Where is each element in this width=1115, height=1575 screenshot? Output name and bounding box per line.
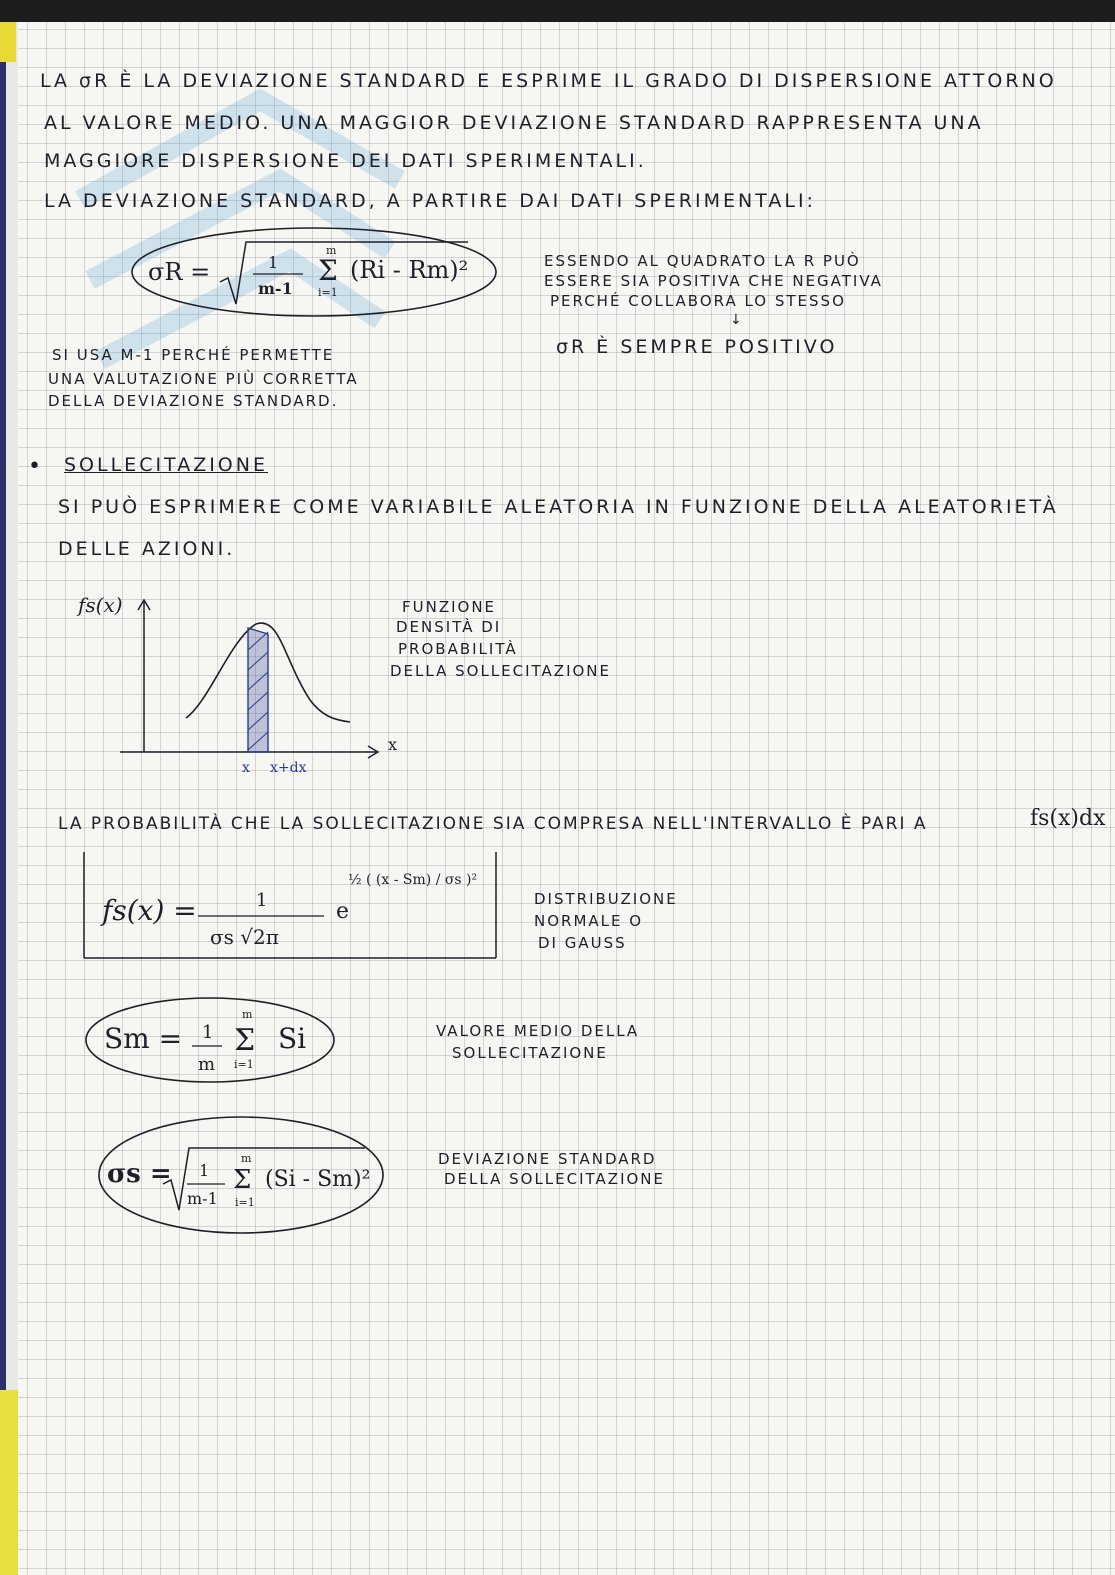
- sigma-s-den: m-1: [187, 1189, 218, 1208]
- note-line-2: AL VALORE MEDIO. UNA MAGGIOR DEVIAZIONE STANDARD RAPPRESENTA UNA: [44, 112, 984, 134]
- svg-text:Σ: Σ: [234, 1023, 256, 1058]
- graph-caption-2: DENSITÀ DI: [396, 618, 502, 636]
- gauss-num: 1: [256, 890, 268, 911]
- m1-note-3: DELLA DEVIAZIONE STANDARD.: [48, 392, 339, 410]
- sigma-r-den: m-1: [258, 279, 293, 298]
- sigma-r-formula: [128, 222, 508, 322]
- sm-num: 1: [202, 1022, 214, 1043]
- sigma-s-num: 1: [199, 1161, 210, 1180]
- binding-edge: [0, 22, 18, 1575]
- yellow-highlight-bottom: [0, 1390, 18, 1575]
- svg-text:Σ: Σ: [318, 254, 338, 287]
- gauss-exponent: ½ ( (x - Sm) / σs )²: [348, 872, 478, 888]
- m1-note-1: SI USA M-1 PERCHÉ PERMETTE: [52, 346, 335, 364]
- note-line-1: LA σR È LA DEVIAZIONE STANDARD E ESPRIME IL GRADO DI DISPERSIONE ATTORNO: [40, 70, 1057, 92]
- side-note-3: PERCHÉ COLLABORA LO STESSO: [550, 292, 846, 310]
- graph-caption-3: PROBABILITÀ: [398, 640, 518, 658]
- sm-sum-top: m: [242, 1008, 253, 1021]
- sigma-r-sum-bot: i=1: [318, 286, 338, 299]
- std-caption-1: DEVIAZIONE STANDARD: [438, 1150, 657, 1168]
- fs-dx: fs(x)dx: [1030, 806, 1106, 831]
- gauss-den: σs √2π: [210, 925, 279, 949]
- sigma-r-body: (Ri - Rm)²: [350, 256, 469, 284]
- graph-caption-4: DELLA SOLLECITAZIONE: [390, 662, 611, 680]
- sigma-r-lhs: σR =: [148, 258, 211, 286]
- graph-x-label: x: [388, 735, 398, 754]
- side-note-2: ESSERE SIA POSITIVA CHE NEGATIVA: [544, 272, 883, 290]
- gauss-caption-2: NORMALE O: [534, 912, 644, 930]
- gauss-e: e: [336, 899, 350, 924]
- sigma-s-formula: [95, 1110, 395, 1240]
- down-arrow-icon: ↓: [730, 312, 745, 328]
- gauss-formula: [80, 848, 505, 966]
- tick-x-dx: x+dx: [270, 760, 307, 776]
- tick-x: x: [242, 760, 250, 776]
- sm-den: m: [198, 1054, 216, 1075]
- yellow-highlight-top: [0, 22, 16, 62]
- gauss-caption-1: DISTRIBUZIONE: [534, 890, 678, 908]
- gauss-caption-3: DI GAUSS: [538, 934, 627, 952]
- section-title: SOLLECITAZIONE: [64, 454, 268, 476]
- sigma-r-sum-top: m: [326, 244, 337, 257]
- graph-caption-1: FUNZIONE: [402, 598, 497, 616]
- sm-body: Si: [278, 1022, 307, 1055]
- section-line-1: SI PUÒ ESPRIMERE COME VARIABILE ALEATORIA IN FUNZIONE DELLA ALEATORIETÀ: [58, 496, 1059, 518]
- sigma-s-sum-top: m: [241, 1152, 252, 1165]
- svg-text:Σ: Σ: [233, 1165, 252, 1195]
- density-graph: [70, 580, 430, 780]
- mean-caption-2: SOLLECITAZIONE: [452, 1044, 608, 1062]
- m1-note-2: UNA VALUTAZIONE PIÙ CORRETTA: [48, 370, 359, 388]
- sigma-r-num: 1: [268, 253, 279, 272]
- side-note-1: ESSENDO AL QUADRATO LA R PUÒ: [544, 252, 861, 270]
- shaded-strip: [248, 628, 268, 752]
- probability-line: LA PROBABILITÀ CHE LA SOLLECITAZIONE SIA COMPRESA NELL'INTERVALLO È PARI A: [58, 814, 928, 834]
- bullet-icon: •: [28, 454, 44, 479]
- note-line-4: LA DEVIAZIONE STANDARD, A PARTIRE DAI DATI SPERIMENTALI:: [44, 190, 816, 212]
- gauss-lhs: fs(x) =: [102, 894, 197, 927]
- sm-lhs: Sm =: [104, 1022, 183, 1055]
- graph-y-label: fs(x): [78, 593, 123, 617]
- top-edge: [0, 0, 1115, 22]
- std-caption-2: DELLA SOLLECITAZIONE: [444, 1170, 665, 1188]
- mean-formula: [82, 990, 342, 1090]
- sigma-s-body: (Si - Sm)²: [265, 1167, 371, 1192]
- note-line-3: MAGGIORE DISPERSIONE DEI DATI SPERIMENTALI.: [44, 150, 647, 172]
- side-note-4: σR È SEMPRE POSITIVO: [556, 336, 838, 358]
- section-line-2: DELLE AZIONI.: [58, 538, 236, 560]
- sigma-s-lhs: σs =: [107, 1159, 172, 1189]
- sigma-s-sum-bot: i=1: [235, 1196, 255, 1209]
- mean-caption-1: VALORE MEDIO DELLA: [436, 1022, 640, 1040]
- sm-sum-bot: i=1: [234, 1058, 254, 1071]
